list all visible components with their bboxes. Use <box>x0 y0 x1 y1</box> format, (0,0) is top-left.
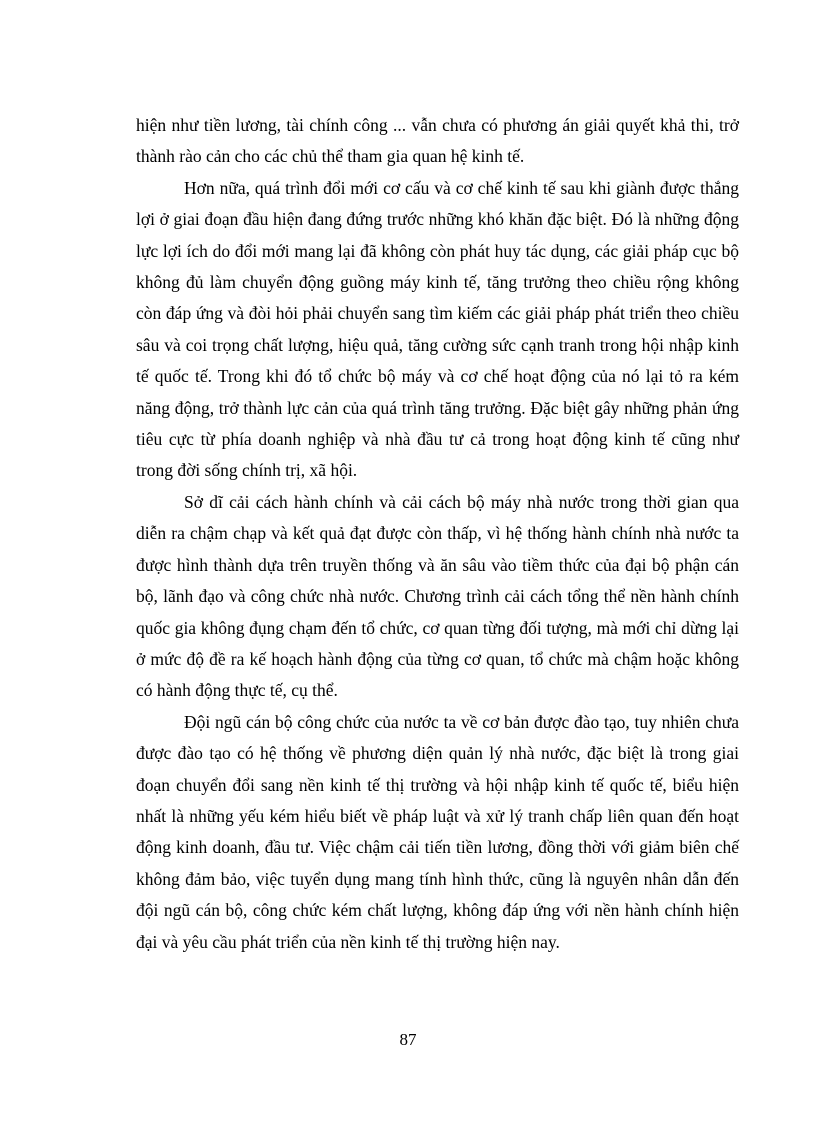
paragraph-administrative-reform: Sở dĩ cải cách hành chính và cải cách bộ máy nhà nước trong thời gian qua diễn ra chậm chạp và kết quả đạt được còn thấp, vì hệ thống hành chính nhà nước ta được hình thành dựa trên truyền thống và ăn sâu vào tiềm thức của đại bộ phận cán bộ, lãnh đạo và công chức nhà nước. Chương trình cải cách tổng thể nền hành chính quốc gia không đụng chạm đến tổ chức, cơ quan từng đối tượng, mà mới chỉ dừng lại ở mức độ đề ra kế hoạch hành động của từng cơ quan, tổ chức mà chậm hoặc không có hành động thực tế, cụ thể. <box>136 491 739 701</box>
paragraph-economic-reform: Hơn nữa, quá trình đổi mới cơ cấu và cơ chế kinh tế sau khi giành được thắng lợi ở giai đoạn đầu hiện đang đứng trước những khó khăn đặc biệt. Đó là những động lực lợi ích do đổi mới mang lại đã không còn phát huy tác dụng, các giải pháp cục bộ không đủ làm chuyển động guồng máy kinh tế, tăng trưởng theo chiều rộng không còn đáp ứng và đòi hỏi phải chuyển sang tìm kiếm các giải pháp phát triển theo chiều sâu và coi trọng chất lượng, hiệu quả, tăng cường sức cạnh tranh trong hội nhập kinh tế quốc tế. Trong khi đó tổ chức bộ máy và cơ chế hoạt động của nó lại tỏ ra kém năng động, trở thành lực cản của quá trình tăng trưởng. Đặc biệt gây những phản ứng tiêu cực từ phía doanh nghiệp và nhà đầu tư cả trong hoạt động kinh tế cũng như trong đời sống chính trị, xã hội. <box>136 177 739 481</box>
document-body <box>136 110 739 958</box>
paragraph-continuation: hiện như tiền lương, tài chính công ... vẫn chưa có phương án giải quyết khả thi, trở thành rào cản cho các chủ thể tham gia quan hệ kinh tế. <box>136 115 739 167</box>
paragraph-civil-servants: Đội ngũ cán bộ công chức của nước ta về cơ bản được đào tạo, tuy nhiên chưa được đào tạo có hệ thống về phương diện quản lý nhà nước, đặc biệt là trong giai đoạn chuyển đổi sang nền kinh tế thị trường và hội nhập kinh tế quốc tế, biểu hiện nhất là những yếu kém hiểu biết về pháp luật và xử lý tranh chấp liên quan đến hoạt động kinh doanh, đầu tư. Việc chậm cải tiến tiền lương, đồng thời với giảm biên chế không đảm bảo, việc tuyển dụng mang tính hình thức, cũng là nguyên nhân dẫn đến đội ngũ cán bộ, công chức kém chất lượng, không đáp ứng với nền hành chính hiện đại và yêu cầu phát triển của nền kinh tế thị trường hiện nay. <box>136 711 739 952</box>
page-number: 87 <box>399 1030 417 1049</box>
